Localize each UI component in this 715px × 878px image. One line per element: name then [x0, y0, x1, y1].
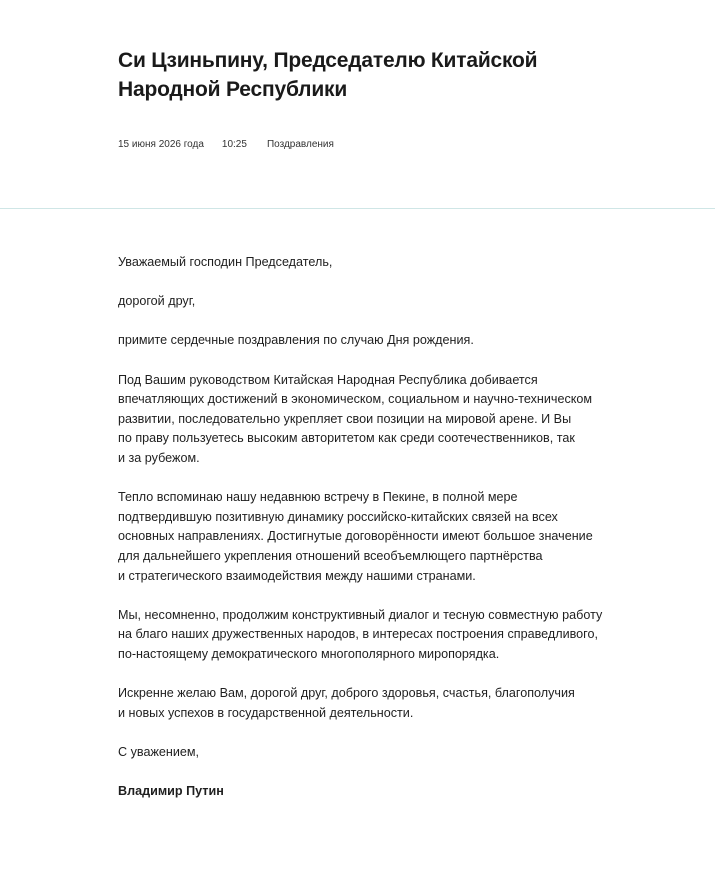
paragraph-line: развитии, последовательно укрепляет свои позиции на мировой арене. И Вы — [118, 411, 572, 426]
letter-body — [118, 253, 618, 821]
letter-paragraph-2 — [118, 371, 618, 469]
page-title — [118, 46, 538, 104]
paragraph-line: по праву пользуетесь высоким авторитетом как среди соотечественников, так — [118, 431, 575, 446]
page-title-line-2: Народной Республики — [118, 78, 348, 101]
paragraph-line: впечатляющих достижений в экономическом, социальном и научно-техническом — [118, 392, 593, 407]
paragraph-line: Тепло вспоминаю нашу недавнюю встречу в Пекине, в полной мере — [118, 490, 518, 505]
paragraph-line: для дальнейшего укрепления отношений всеобъемлющего партнёрства — [118, 548, 543, 563]
letter-paragraph-1: примите сердечные поздравления по случаю Дня рождения. — [118, 333, 474, 348]
publish-time: 10:25 — [221, 139, 247, 150]
letter-paragraph-3 — [118, 488, 618, 586]
letter-closing: С уважением, — [118, 744, 200, 759]
paragraph-line: Искренне желаю Вам, дорогой друг, доброго здоровья, счастья, благополучия — [118, 686, 575, 701]
letter-greeting: Уважаемый господин Председатель, — [118, 255, 333, 269]
paragraph-line: основных направлениях. Достигнутые договорённости имеют большое значение — [118, 529, 593, 544]
publish-date: 15 июня 2026 года — [118, 139, 204, 150]
category-link[interactable]: Поздравления — [266, 139, 334, 150]
page-title-line-1: Си Цзиньпину, Председателю Китайской — [118, 49, 538, 72]
paragraph-line: и стратегического взаимодействия между нашими странами. — [118, 568, 476, 583]
page-header — [118, 46, 678, 104]
article-meta — [118, 138, 334, 152]
letter-paragraph-4 — [118, 606, 618, 665]
paragraph-line: подтвердившую позитивную динамику российско-китайских связей на всех — [118, 509, 558, 524]
header-divider — [0, 208, 715, 209]
letter-paragraph-5 — [118, 684, 618, 723]
paragraph-line: Под Вашим руководством Китайская Народная Республика добивается — [118, 372, 538, 387]
paragraph-line: и новых успехов в государственной деятельности. — [118, 705, 414, 720]
paragraph-line: Мы, несомненно, продолжим конструктивный диалог и тесную совместную работу — [118, 607, 603, 622]
letter-address: дорогой друг, — [118, 294, 196, 309]
paragraph-line: по-настоящему демократического многополярного миропорядка. — [118, 646, 500, 661]
paragraph-line: на благо наших дружественных народов, в интересах построения справедливого, — [118, 627, 598, 642]
letter-signature: Владимир Путин — [118, 784, 224, 799]
paragraph-line: и за рубежом. — [118, 450, 200, 465]
